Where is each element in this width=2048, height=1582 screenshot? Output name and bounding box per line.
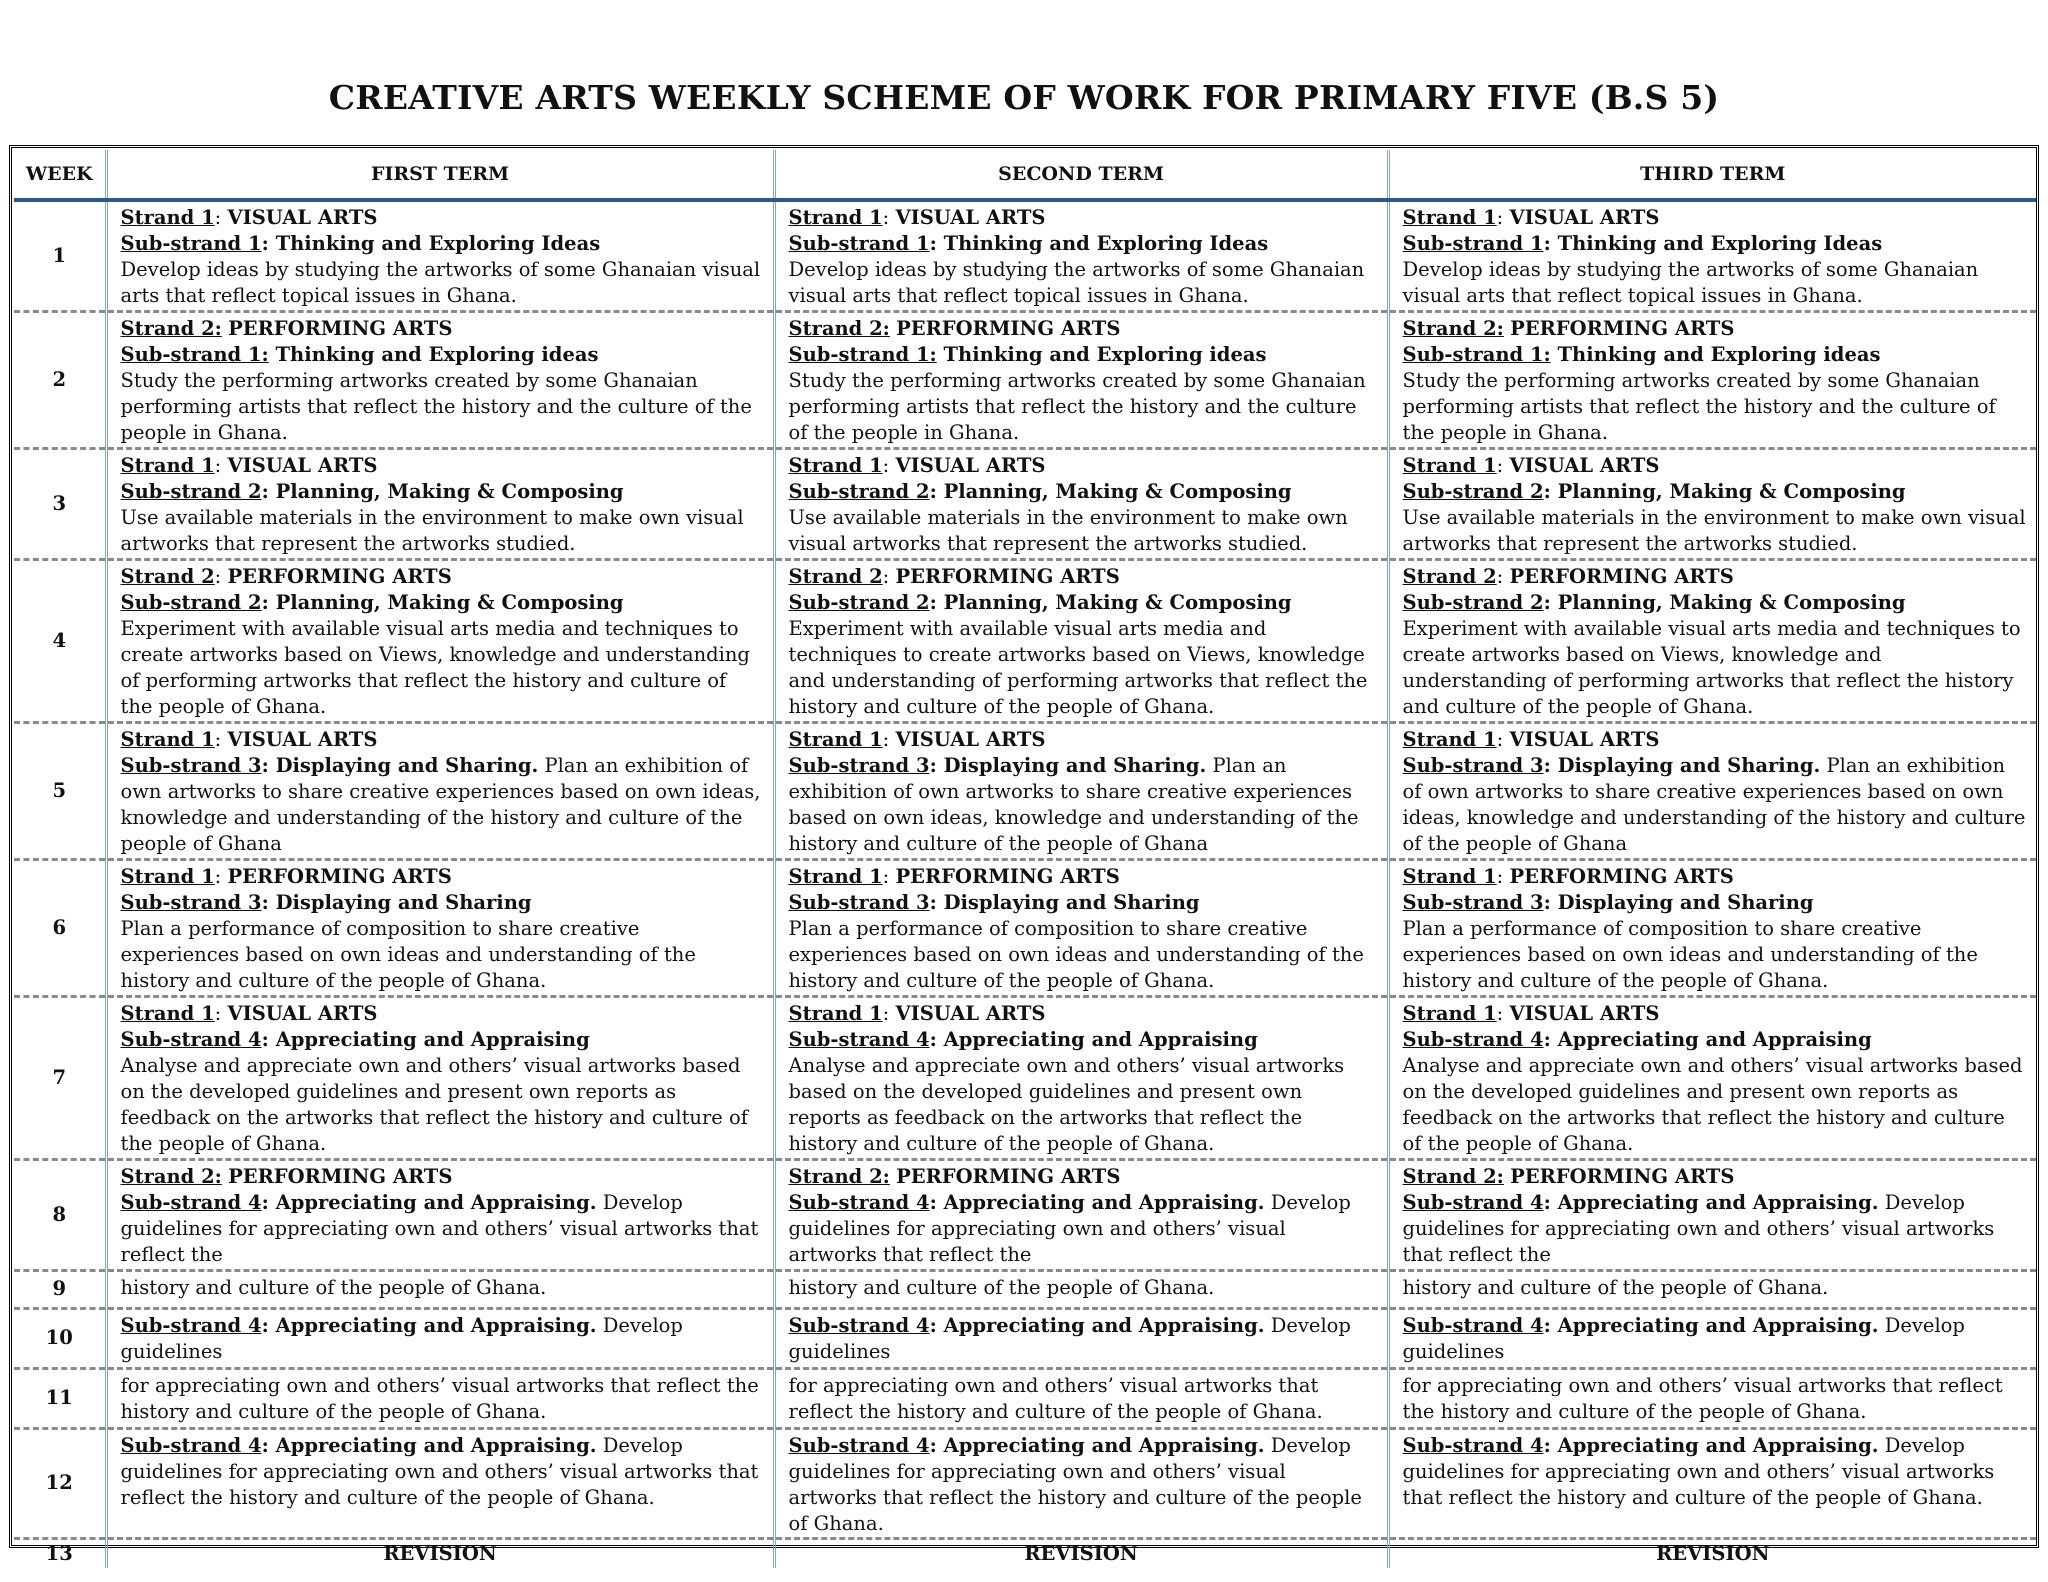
third-term-cell: REVISION	[1388, 1538, 2036, 1568]
strand-separator: :	[214, 453, 228, 477]
second-term-cell	[774, 448, 1388, 559]
sub-strand-label: Sub-strand 2	[788, 590, 930, 614]
third-term-cell	[1388, 559, 2036, 722]
strand-label: Strand 2:	[788, 1164, 890, 1188]
strand-separator: :	[214, 727, 228, 751]
description-text: Develop guidelines	[788, 1313, 1351, 1363]
week-number: 13	[45, 1541, 73, 1565]
description-text: Develop ideas by studying the artworks of some Ghanaian visual arts that reflect topical issues in Ghana.	[788, 258, 1365, 307]
strand-separator: :	[1496, 1001, 1510, 1025]
sub-strand-separator: :	[929, 890, 944, 914]
sub-strand-name: Appreciating and Appraising.	[1557, 1433, 1879, 1457]
sub-strand-name: Planning, Making & Composing	[943, 479, 1292, 503]
strand-separator: :	[882, 206, 896, 229]
table-row	[14, 559, 2036, 722]
sub-strand-label: Sub-strand 4	[120, 1313, 262, 1337]
strand-label: Strand 2	[120, 564, 215, 588]
third-term-cell	[1388, 859, 2036, 996]
strand-label: Strand 1	[788, 1001, 883, 1025]
strand-separator: :	[1496, 564, 1510, 588]
strand-separator: :	[882, 564, 896, 588]
sub-strand-name: Appreciating and Appraising.	[275, 1433, 597, 1457]
sub-strand-separator: :	[261, 890, 276, 914]
strand-label: Strand 1	[1402, 453, 1497, 477]
strand-label: Strand 2	[1402, 564, 1497, 588]
strand-separator: :	[882, 727, 896, 751]
strand-separator: :	[1496, 727, 1510, 751]
strand-label: Strand 1	[120, 864, 215, 888]
strand-name: PERFORMING ARTS	[1510, 316, 1735, 340]
strand-name: VISUAL ARTS	[1509, 727, 1660, 751]
week-number: 5	[14, 722, 106, 859]
strand-name: PERFORMING ARTS	[896, 316, 1121, 340]
third-term-cell	[1388, 200, 2036, 311]
strand-separator: :	[1496, 864, 1510, 888]
strand-label: Strand 1	[788, 453, 883, 477]
first-term-cell: REVISION	[106, 1538, 774, 1568]
sub-strand-name: Planning, Making & Composing	[275, 590, 624, 614]
table-row	[14, 1368, 2036, 1428]
sub-strand-label: Sub-strand 4	[788, 1313, 930, 1337]
first-term-cell	[106, 559, 774, 722]
first-term-cell: for appreciating own and others’ visual artworks that reflect the history and culture of the people of Ghana.	[106, 1368, 774, 1428]
sub-strand-name: Displaying and Sharing.	[943, 753, 1207, 777]
sub-strand-separator	[269, 343, 276, 366]
strand-label: Strand 1	[120, 206, 215, 229]
strand-label: Strand 2:	[120, 1164, 222, 1188]
first-term-cell	[106, 859, 774, 996]
sub-strand-separator: :	[929, 1027, 944, 1051]
first-term-cell	[106, 200, 774, 311]
strand-label: Strand 2:	[1402, 1164, 1504, 1188]
sub-strand-separator: :	[929, 1190, 944, 1214]
sub-strand-label: Sub-strand 2	[788, 479, 930, 503]
sub-strand-label: Sub-strand 4	[1402, 1190, 1544, 1214]
description-text: Develop ideas by studying the artworks of some Ghanaian visual arts that reflect topical issues in Ghana.	[1402, 258, 1979, 307]
sub-strand-name: Appreciating and Appraising.	[943, 1313, 1265, 1337]
strand-label: Strand 2:	[788, 316, 890, 340]
sub-strand-label: Sub-strand 1:	[1402, 342, 1551, 366]
strand-label: Strand 1	[788, 206, 883, 229]
second-term-cell	[774, 722, 1388, 859]
sub-strand-label: Sub-strand 4	[120, 1433, 262, 1457]
sub-strand-separator: :	[261, 1313, 276, 1337]
strand-label: Strand 1	[788, 864, 883, 888]
sub-strand-separator: :	[929, 232, 944, 255]
description-text: Develop guidelines for appreciating own and others’ visual artworks that reflect the	[788, 1190, 1351, 1266]
description-text: Plan an exhibition of own artworks to share creative experiences based on own ideas, knowledge and understanding of the history and culture of the people of Ghana	[788, 753, 1359, 855]
description-text: Plan a performance of composition to share creative experiences based on own ideas and understanding of the history and culture of the people of Ghana.	[788, 916, 1364, 992]
sub-strand-name: Appreciating and Appraising	[1557, 1027, 1872, 1051]
description-text: Develop guidelines	[1402, 1313, 1965, 1363]
third-term-cell	[1388, 1308, 2036, 1368]
strand-name: PERFORMING ARTS	[1509, 864, 1734, 888]
first-term-cell	[106, 722, 774, 859]
sub-strand-label: Sub-strand 3	[120, 753, 262, 777]
strand-separator: :	[882, 1001, 896, 1025]
sub-strand-label: Sub-strand 4	[788, 1433, 930, 1457]
description-text: Develop guidelines	[120, 1313, 683, 1363]
sub-strand-separator: :	[929, 753, 944, 777]
sub-strand-name: Displaying and Sharing	[1557, 890, 1814, 914]
strand-name: VISUAL ARTS	[895, 206, 1046, 229]
second-term-cell	[774, 1159, 1388, 1270]
sub-strand-name: Displaying and Sharing.	[275, 753, 539, 777]
strand-name: VISUAL ARTS	[1509, 1001, 1660, 1025]
sub-strand-label: Sub-strand 2	[1402, 479, 1544, 503]
first-term-cell	[106, 1428, 774, 1538]
sub-strand-label: Sub-strand 2	[1402, 590, 1544, 614]
sub-strand-name: Appreciating and Appraising	[275, 1027, 590, 1051]
sub-strand-separator: :	[929, 479, 944, 503]
third-term-cell: history and culture of the people of Ghana.	[1388, 1270, 2036, 1308]
sub-strand-label: Sub-strand 4	[1402, 1433, 1544, 1457]
second-term-cell: history and culture of the people of Ghana.	[774, 1270, 1388, 1308]
sub-strand-separator: :	[1543, 890, 1558, 914]
strand-name: VISUAL ARTS	[227, 1001, 378, 1025]
table-row	[14, 1308, 2036, 1368]
strand-label: Strand 1	[120, 1001, 215, 1025]
sub-strand-label: Sub-strand 1	[788, 232, 930, 255]
table-row	[14, 722, 2036, 859]
sub-strand-label: Sub-strand 2	[120, 590, 262, 614]
sub-strand-label: Sub-strand 3	[788, 753, 930, 777]
week-number: 4	[14, 559, 106, 722]
week-number: 9	[14, 1270, 106, 1308]
sub-strand-name: Appreciating and Appraising	[943, 1027, 1258, 1051]
week-number: 8	[14, 1159, 106, 1270]
strand-separator: :	[1496, 453, 1510, 477]
table-row	[14, 859, 2036, 996]
sub-strand-label: Sub-strand 4	[120, 1190, 262, 1214]
week-number: 7	[14, 996, 106, 1159]
third-term-column-header: THIRD TERM	[1388, 150, 2036, 200]
table-row	[14, 200, 2036, 311]
description-text: Analyse and appreciate own and others’ visual artworks based on the developed guidelines and present own reports as feedback on the artworks that reflect the history and culture of the people of Ghana.	[1402, 1053, 2023, 1155]
sub-strand-name: Appreciating and Appraising.	[275, 1190, 597, 1214]
description-text: Experiment with available visual arts media and techniques to create artworks based on Views, knowledge and understanding of performing artworks that reflect the history and culture of the people of Ghana.	[120, 616, 750, 718]
sub-strand-name: Thinking and Exploring ideas	[943, 342, 1267, 366]
description-text: Analyse and appreciate own and others’ visual artworks based on the developed guidelines and present own reports as feedback on the artworks that reflect the history and culture of the people of Ghana.	[788, 1053, 1345, 1155]
sub-strand-separator: :	[261, 590, 276, 614]
description-text: Study the performing artworks created by some Ghanaian performing artists that reflect the history and the culture of the people in Ghana.	[788, 368, 1366, 444]
strand-label: Strand 2:	[1402, 316, 1504, 340]
description-text: Study the performing artworks created by some Ghanaian performing artists that reflect the history and the culture of the people in Ghana.	[120, 368, 752, 444]
sub-strand-name: Thinking and Exploring Ideas	[943, 232, 1269, 255]
third-term-cell	[1388, 1428, 2036, 1538]
first-term-column-header: FIRST TERM	[106, 150, 774, 200]
sub-strand-label: Sub-strand 1:	[120, 342, 269, 366]
table-row	[14, 1538, 2036, 1568]
strand-separator: :	[1496, 206, 1510, 229]
second-term-column-header: SECOND TERM	[774, 150, 1388, 200]
strand-separator: :	[214, 564, 228, 588]
sub-strand-name: Appreciating and Appraising.	[943, 1433, 1265, 1457]
sub-strand-name: Displaying and Sharing	[943, 890, 1200, 914]
table-row	[14, 1159, 2036, 1270]
second-term-cell	[774, 200, 1388, 311]
second-term-cell: for appreciating own and others’ visual artworks that reflect the history and culture of the people of Ghana.	[774, 1368, 1388, 1428]
first-term-cell	[106, 996, 774, 1159]
second-term-cell	[774, 559, 1388, 722]
sub-strand-label: Sub-strand 4	[788, 1190, 930, 1214]
sub-strand-separator: :	[261, 1027, 276, 1051]
second-term-cell	[774, 1308, 1388, 1368]
third-term-cell	[1388, 996, 2036, 1159]
sub-strand-separator: :	[1543, 1027, 1558, 1051]
week-number: 6	[14, 859, 106, 996]
sub-strand-label: Sub-strand 3	[1402, 890, 1544, 914]
strand-name: VISUAL ARTS	[895, 453, 1046, 477]
strand-name: VISUAL ARTS	[227, 206, 378, 229]
week-column-header: WEEK	[14, 150, 106, 200]
strand-separator: :	[882, 453, 896, 477]
table-row	[14, 311, 2036, 448]
sub-strand-label: Sub-strand 4	[1402, 1313, 1544, 1337]
sub-strand-name: Planning, Making & Composing	[943, 590, 1292, 614]
strand-label: Strand 1	[1402, 206, 1497, 229]
table-row	[14, 1270, 2036, 1308]
table-row	[14, 448, 2036, 559]
sub-strand-label: Sub-strand 4	[788, 1027, 930, 1051]
scheme-table-frame	[9, 145, 2039, 1565]
description-text: Study the performing artworks created by some Ghanaian performing artists that reflect the history and the culture of the people in Ghana.	[1402, 368, 1996, 444]
third-term-cell: for appreciating own and others’ visual artworks that reflect the history and culture of the people of Ghana.	[1388, 1368, 2036, 1428]
week-number: 10	[14, 1308, 106, 1368]
strand-label: Strand 1	[1402, 1001, 1497, 1025]
table-header-row	[14, 150, 2036, 200]
strand-label: Strand 2:	[120, 316, 222, 340]
sub-strand-label: Sub-strand 4	[120, 1027, 262, 1051]
first-term-cell: history and culture of the people of Ghana.	[106, 1270, 774, 1308]
sub-strand-separator: :	[1543, 753, 1558, 777]
week-number: 12	[14, 1428, 106, 1538]
first-term-cell	[106, 1159, 774, 1270]
week-number: 11	[14, 1368, 106, 1428]
first-term-cell	[106, 448, 774, 559]
strand-name: VISUAL ARTS	[227, 727, 378, 751]
sub-strand-separator: :	[261, 1433, 276, 1457]
sub-strand-name: Thinking and Exploring Ideas	[275, 232, 601, 255]
first-term-cell	[106, 1308, 774, 1368]
third-term-cell	[1388, 448, 2036, 559]
second-term-cell	[774, 1428, 1388, 1538]
first-term-cell	[106, 311, 774, 448]
description-text: Develop ideas by studying the artworks of some Ghanaian visual arts that reflect topical issues in Ghana.	[120, 258, 761, 307]
strand-name: PERFORMING ARTS	[1509, 564, 1734, 588]
third-term-cell	[1388, 722, 2036, 859]
table-row	[14, 1428, 2036, 1538]
sub-strand-name: Displaying and Sharing.	[1557, 753, 1821, 777]
sub-strand-separator: :	[1543, 479, 1558, 503]
second-term-cell: REVISION	[774, 1538, 1388, 1568]
sub-strand-separator: :	[1543, 232, 1558, 255]
sub-strand-name: Appreciating and Appraising.	[943, 1190, 1265, 1214]
strand-label: Strand 2	[788, 564, 883, 588]
sub-strand-name: Appreciating and Appraising.	[275, 1313, 597, 1337]
sub-strand-separator: :	[1543, 1433, 1558, 1457]
sub-strand-separator: :	[1543, 590, 1558, 614]
strand-separator: :	[214, 864, 228, 888]
page-title: CREATIVE ARTS WEEKLY SCHEME OF WORK FOR PRIMARY FIVE (B.S 5)	[328, 78, 1720, 117]
strand-separator: :	[882, 864, 896, 888]
strand-name: PERFORMING ARTS	[228, 1164, 453, 1188]
sub-strand-separator: :	[1543, 1190, 1558, 1214]
week-number: 1	[14, 200, 106, 311]
third-term-cell	[1388, 1159, 2036, 1270]
strand-name: PERFORMING ARTS	[227, 564, 452, 588]
sub-strand-label: Sub-strand 1	[120, 232, 262, 255]
description-text: Experiment with available visual arts media and techniques to create artworks based on Views, knowledge and understanding of performing artworks that reflect the history and culture of the people of Ghana.	[788, 616, 1368, 718]
strand-name: PERFORMING ARTS	[1510, 1164, 1735, 1188]
description-text: Use available materials in the environment to make own visual artworks that represent the artworks studied.	[788, 505, 1348, 555]
sub-strand-separator	[1551, 343, 1558, 366]
table-row	[14, 996, 2036, 1159]
sub-strand-separator: :	[261, 753, 276, 777]
description-text: Develop guidelines for appreciating own and others’ visual artworks that reflect the	[1402, 1190, 1995, 1266]
strand-separator: :	[214, 206, 228, 229]
sub-strand-name: Thinking and Exploring ideas	[1557, 342, 1881, 366]
description-text: Use available materials in the environment to make own visual artworks that represent the artworks studied.	[120, 505, 744, 555]
second-term-cell	[774, 311, 1388, 448]
scheme-of-work-table	[14, 150, 2036, 1568]
sub-strand-separator: :	[261, 1190, 276, 1214]
description-text: Develop guidelines for appreciating own and others’ visual artworks that reflect the history and culture of the people of Ghana.	[120, 1433, 759, 1509]
sub-strand-name: Appreciating and Appraising.	[1557, 1313, 1879, 1337]
strand-name: VISUAL ARTS	[1509, 206, 1660, 229]
third-term-cell	[1388, 311, 2036, 448]
strand-name: PERFORMING ARTS	[895, 564, 1120, 588]
strand-name: PERFORMING ARTS	[896, 1164, 1121, 1188]
strand-name: VISUAL ARTS	[1509, 453, 1660, 477]
strand-label: Strand 1	[1402, 864, 1497, 888]
description-text: Use available materials in the environment to make own visual artworks that represent the artworks studied.	[1402, 505, 2026, 555]
sub-strand-separator: :	[261, 479, 276, 503]
sub-strand-separator: :	[929, 1313, 944, 1337]
sub-strand-label: Sub-strand 3	[1402, 753, 1544, 777]
strand-label: Strand 1	[120, 453, 215, 477]
sub-strand-label: Sub-strand 1	[1402, 232, 1544, 255]
sub-strand-name: Displaying and Sharing	[275, 890, 532, 914]
sub-strand-separator	[937, 343, 944, 366]
sub-strand-label: Sub-strand 2	[120, 479, 262, 503]
sub-strand-separator: :	[929, 590, 944, 614]
sub-strand-name: Thinking and Exploring ideas	[275, 342, 599, 366]
strand-label: Strand 1	[1402, 727, 1497, 751]
description-text: Develop guidelines for appreciating own and others’ visual artworks that reflect the history and culture of the people of Ghana.	[1402, 1433, 1995, 1509]
description-text: Plan a performance of composition to share creative experiences based on own ideas and understanding of the history and culture of the people of Ghana.	[120, 916, 696, 992]
second-term-cell	[774, 859, 1388, 996]
strand-label: Strand 1	[120, 727, 215, 751]
sub-strand-name: Planning, Making & Composing	[1557, 590, 1906, 614]
sub-strand-name: Planning, Making & Composing	[275, 479, 624, 503]
description-text: Develop guidelines for appreciating own and others’ visual artworks that reflect the history and culture of the people of Ghana.	[788, 1433, 1362, 1535]
sub-strand-name: Planning, Making & Composing	[1557, 479, 1906, 503]
sub-strand-label: Sub-strand 1:	[788, 342, 937, 366]
sub-strand-label: Sub-strand 3	[120, 890, 262, 914]
sub-strand-separator: :	[1543, 1313, 1558, 1337]
description-text: Plan a performance of composition to share creative experiences based on own ideas and understanding of the history and culture of the people of Ghana.	[1402, 916, 1978, 992]
strand-name: VISUAL ARTS	[895, 727, 1046, 751]
second-term-cell	[774, 996, 1388, 1159]
strand-separator: :	[214, 1001, 228, 1025]
description-text: Experiment with available visual arts media and techniques to create artworks based on Views, knowledge and understanding of performing artworks that reflect the history and culture of the people of Ghana.	[1402, 616, 2021, 718]
description-text: Analyse and appreciate own and others’ visual artworks based on the developed guidelines and present own reports as feedback on the artworks that reflect the history and culture of the people of Ghana.	[120, 1053, 748, 1155]
sub-strand-name: Thinking and Exploring Ideas	[1557, 232, 1883, 255]
strand-name: PERFORMING ARTS	[227, 864, 452, 888]
description-text: Plan an exhibition of own artworks to share creative experiences based on own ideas, knowledge and understanding of the history and culture of the people of Ghana	[1402, 753, 2026, 855]
sub-strand-label: Sub-strand 4	[1402, 1027, 1544, 1051]
week-number: 2	[14, 311, 106, 448]
sub-strand-separator: :	[261, 232, 276, 255]
strand-name: VISUAL ARTS	[895, 1001, 1046, 1025]
sub-strand-name: Appreciating and Appraising.	[1557, 1190, 1879, 1214]
strand-label: Strand 1	[788, 727, 883, 751]
strand-name: VISUAL ARTS	[227, 453, 378, 477]
sub-strand-label: Sub-strand 3	[788, 890, 930, 914]
sub-strand-separator: :	[929, 1433, 944, 1457]
strand-name: PERFORMING ARTS	[895, 864, 1120, 888]
strand-name: PERFORMING ARTS	[228, 316, 453, 340]
description-text: Plan an exhibition of own artworks to share creative experiences based on own ideas, knowledge and understanding of the history and culture of the people of Ghana	[120, 753, 761, 855]
week-number: 3	[14, 448, 106, 559]
description-text: Develop guidelines for appreciating own and others’ visual artworks that reflect the	[120, 1190, 759, 1266]
